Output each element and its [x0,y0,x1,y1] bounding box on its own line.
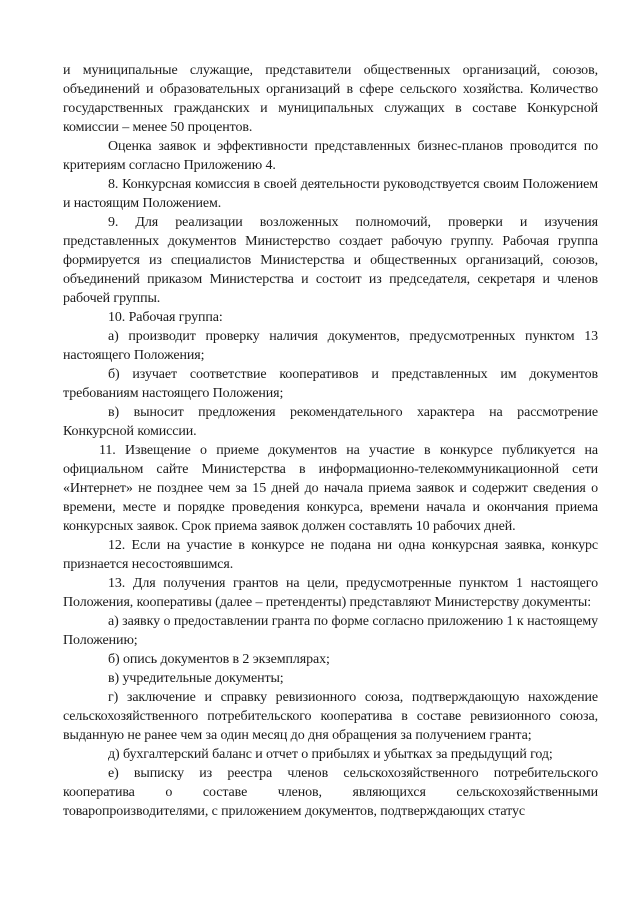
paragraph-13-g: г) заключение и справку ревизионного союза, подтверждающую нахождение сельскохозяйственного потребительского кооператива в составе ревизионного союза, выданную не ранее чем за один месяц до дня обращения за получением гранта; [63,690,598,743]
paragraph-8: 8. Конкурсная комиссия в своей деятельности руководствуется своим Положением и настоящим Положением. [63,177,598,211]
paragraph-13-d: д) бухгалтерский баланс и отчет о прибылях и убытках за предыдущий год; [108,747,553,762]
paragraph-evaluation: Оценка заявок и эффективности представленных бизнес-планов проводится по критериям согласно Приложению 4. [63,139,598,173]
paragraph-10-v: в) выносит предложения рекомендательного характера на рассмотрение Конкурсной комиссии. [63,405,598,439]
paragraph-continuation: и муниципальные служащие, представители общественных организаций, союзов, объединений и образовательных организаций в сфере сельского хозяйства. Количество государственных гражданских и муниципальных служащих в составе Конкурсной комиссии – менее 50 процентов. [63,63,598,135]
paragraph-10-a: а) производит проверку наличия документов, предусмотренных пунктом 13 настоящего Положения; [63,329,598,363]
paragraph-13-e: е) выписку из реестра членов сельскохозяйственного потребительского кооператива о составе членов, являющихся сельскохозяйственными товаропроизводителями, с приложением документов, подтверждающих статус [63,766,598,819]
document-body [63,61,598,821]
paragraph-10-b: б) изучает соответствие кооперативов и представленных им документов требованиям настоящего Положения; [63,367,598,401]
paragraph-9: 9. Для реализации возложенных полномочий, проверки и изучения представленных документов Министерство создает рабочую группу. Рабочая группа формируется из специалистов Министерства и общественных организаций, союзов, объединений приказом Министерства и состоит из председателя, секретаря и членов рабочей группы. [63,215,598,306]
paragraph-11: 11. Извещение о приеме документов на участие в конкурсе публикуется на официальном сайте Министерства в информационно-телекоммуникационной сети «Интернет» не позднее чем за 15 дней до начала приема заявок и содержит сведения о времени, месте и порядке проведения конкурса, времени начала и окончания приема конкурсных заявок. Срок приема заявок должен составлять 10 рабочих дней. [63,443,598,534]
paragraph-10: 10. Рабочая группа: [108,310,223,325]
paragraph-13-v: в) учредительные документы; [108,671,284,686]
paragraph-13-a: а) заявку о предоставлении гранта по форме согласно приложению 1 к настоящему Положению; [63,614,598,648]
paragraph-12: 12. Если на участие в конкурсе не подана ни одна конкурсная заявка, конкурс признается несостоявшимся. [63,538,598,572]
paragraph-13-b: б) опись документов в 2 экземплярах; [108,652,330,667]
paragraph-13: 13. Для получения грантов на цели, предусмотренные пунктом 1 настоящего Положения, кооперативы (далее – претенденты) представляют Министерству документы: [63,576,598,610]
